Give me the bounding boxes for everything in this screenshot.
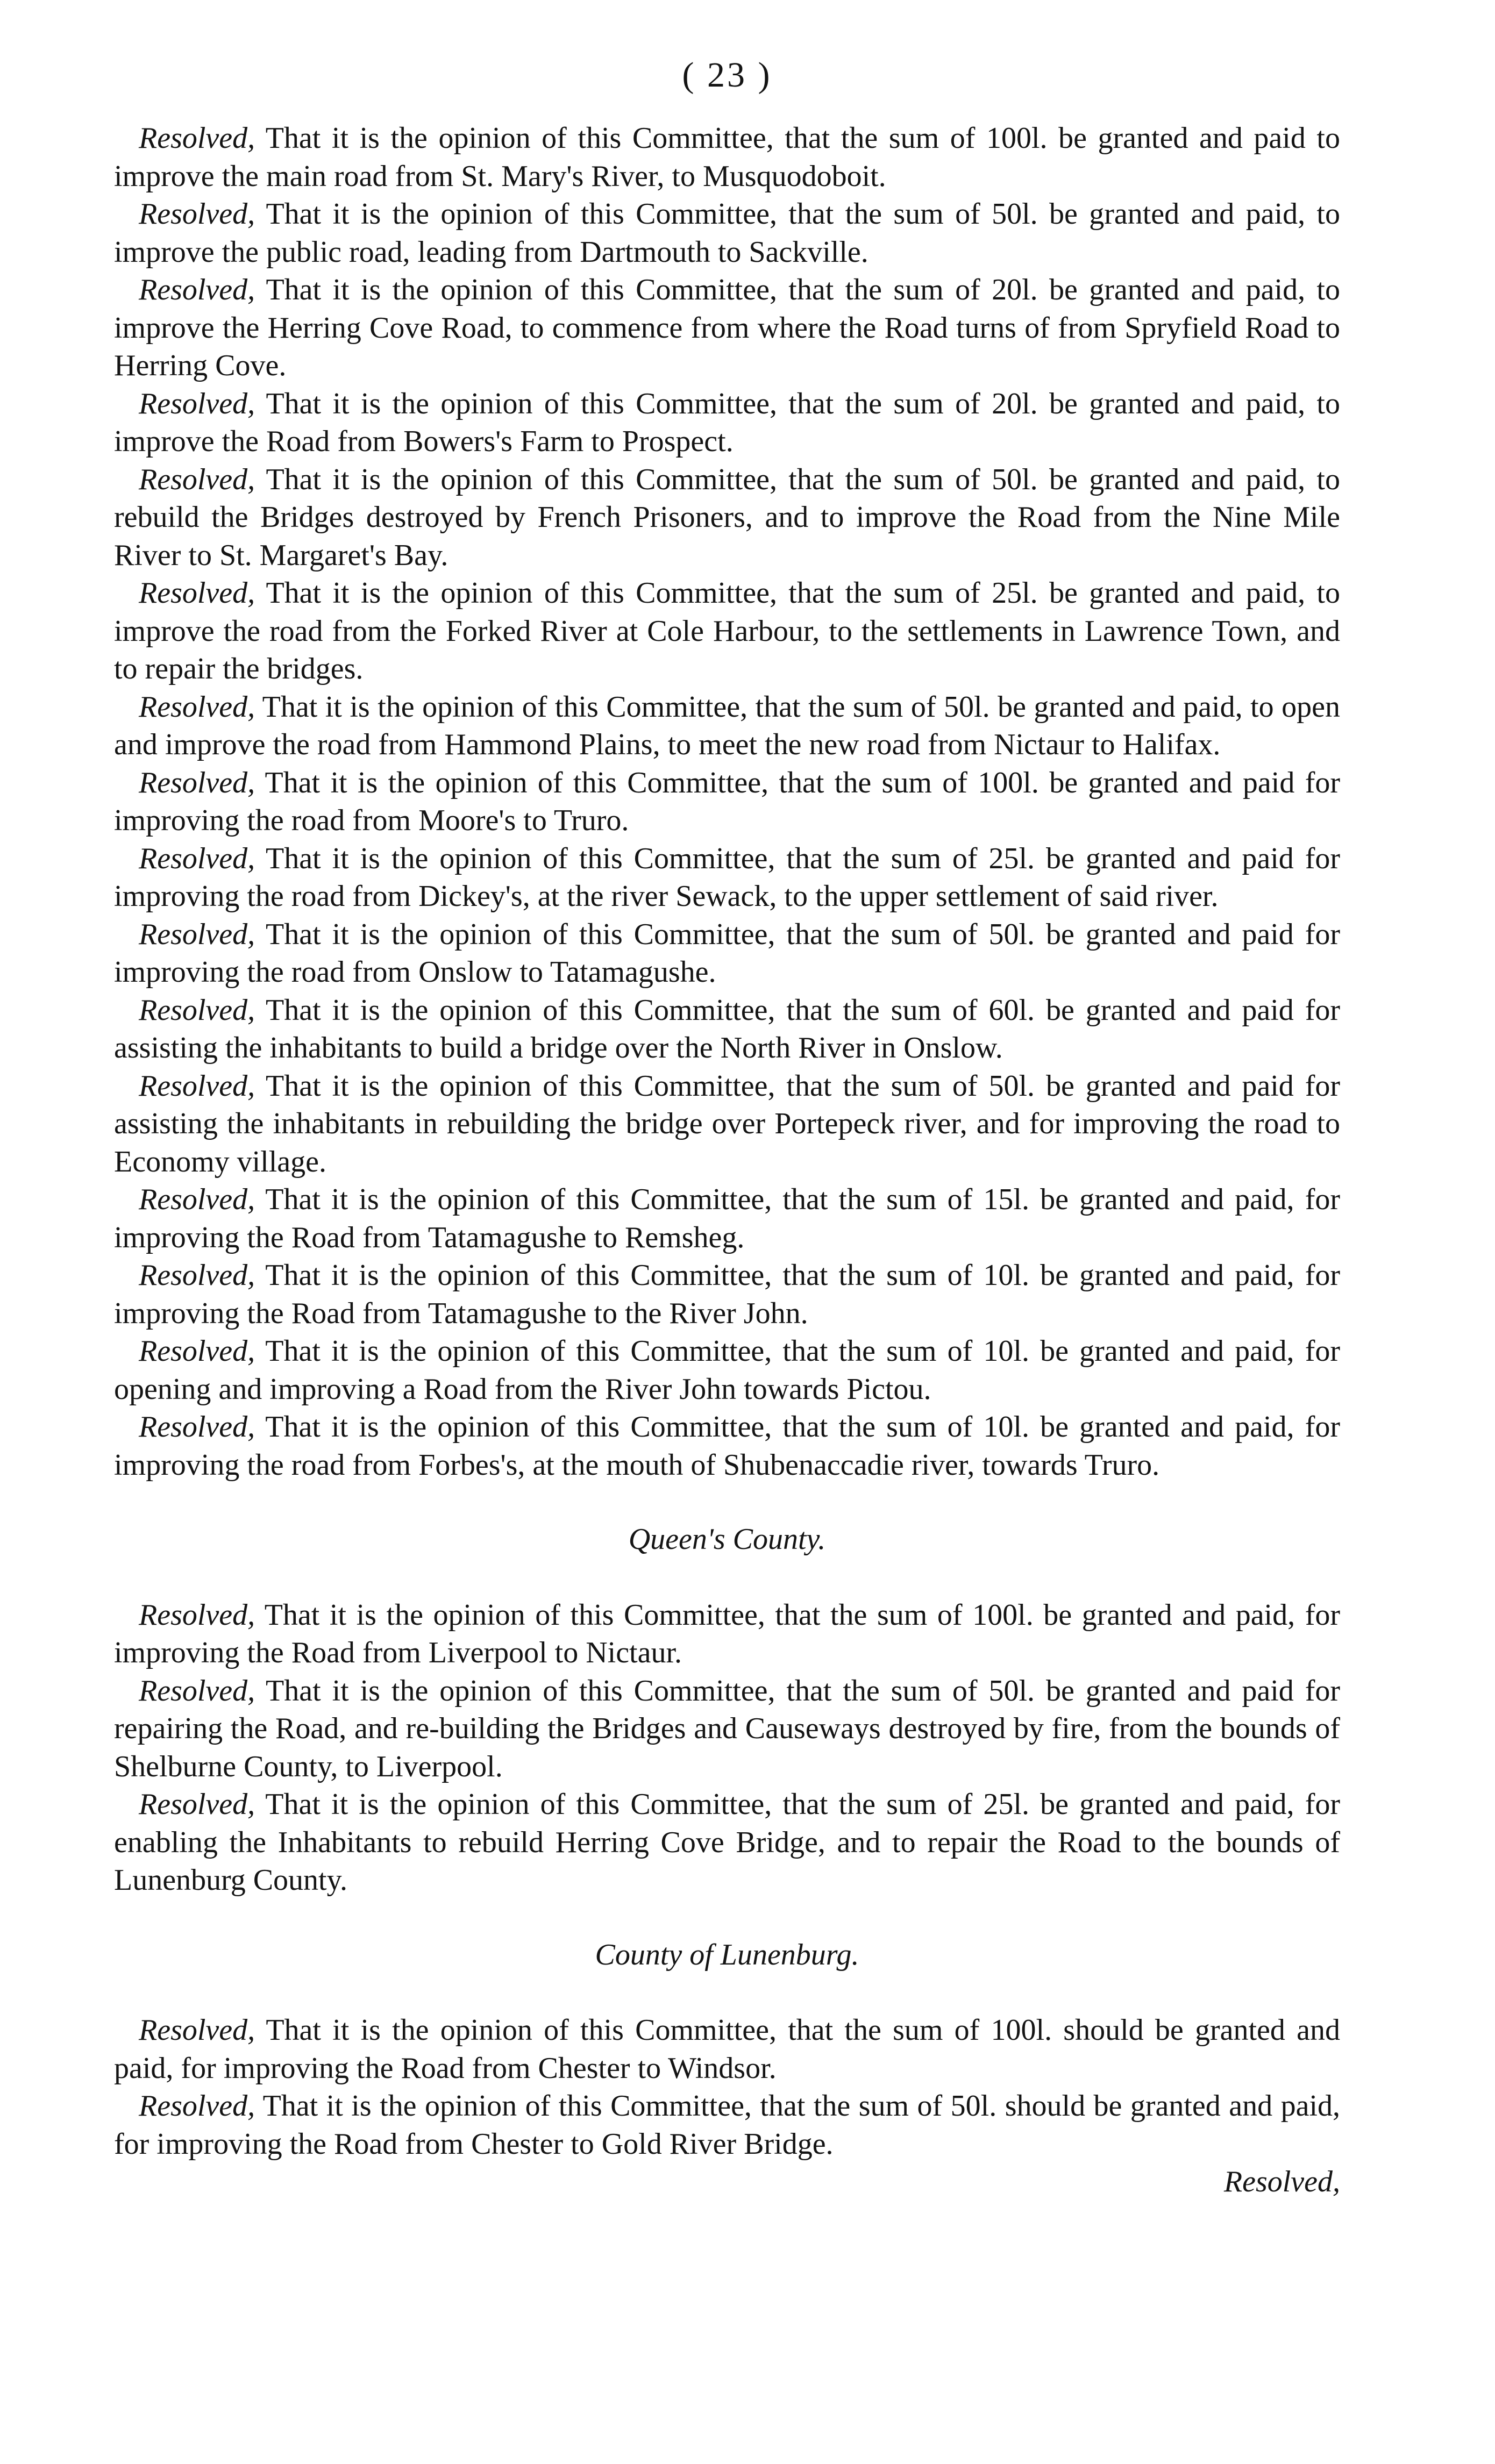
resolution-paragraph — [114, 764, 1340, 840]
resolution-text: That it is the opinion of this Committee, that the sum of 25l. be granted and paid for improving the road from Dickey's, at the river Sewack, to the upper settlement of said river. — [114, 841, 1340, 913]
resolution-text: That it is the opinion of this Committee, that the sum of 50l. be granted and paid for assisting the inhabitants in rebuilding the bridge over Portepeck river, and for improving the road to Economy village. — [114, 1069, 1340, 1179]
resolution-text: That it is the opinion of this Committee, that the sum of 50l. be granted and paid for improving the road from Onslow to Tatamagushe. — [114, 917, 1340, 989]
resolution-paragraph — [114, 119, 1340, 195]
resolution-lead: Resolved, — [139, 576, 255, 610]
resolution-lead: Resolved, — [139, 1183, 255, 1216]
resolution-lead: Resolved, — [139, 2089, 255, 2123]
resolution-text: That it is the opinion of this Committee, that the sum of 50l. should be granted and paid, for improving the Road from Chester to Gold River Bridge. — [114, 2089, 1340, 2161]
resolution-lead: Resolved, — [139, 387, 255, 420]
resolution-text: That it is the opinion of this Committee, that the sum of 50l. be granted and paid, to improve the public road, leading from Dartmouth to Sackville. — [114, 197, 1340, 269]
resolution-paragraph — [114, 1332, 1340, 1408]
resolution-paragraph — [114, 1672, 1340, 1786]
section-general-roads — [114, 119, 1340, 1484]
resolution-text: That it is the opinion of this Committee, that the sum of 100l. be granted and paid, for improving the Road from Liverpool to Nictaur. — [114, 1598, 1340, 1669]
resolution-lead: Resolved, — [139, 1259, 255, 1292]
document-body — [114, 119, 1340, 2201]
resolution-paragraph — [114, 385, 1340, 461]
resolution-text: That it is the opinion of this Committee, that the sum of 10l. be granted and paid, for opening and improving a Road from the River John towards Pictou. — [114, 1334, 1340, 1406]
resolution-text: That it is the opinion of this Committee, that the sum of 50l. be granted and paid, to open and improve the road from Hammond Plains, to meet the new road from Nictaur to Halifax. — [114, 690, 1341, 761]
resolution-lead: Resolved, — [139, 1598, 255, 1632]
resolution-lead: Resolved, — [139, 122, 255, 155]
section-queens-county — [114, 1520, 1340, 1899]
resolution-paragraph — [114, 1181, 1340, 1256]
resolution-paragraph — [114, 195, 1340, 271]
section-county-of-lunenburg — [114, 1936, 1340, 2163]
resolution-text: That it is the opinion of this Committee, that the sum of 10l. be granted and paid, for improving the Road from Tatamagushe to the River John. — [114, 1259, 1340, 1330]
resolution-text: That it is the opinion of this Committee, that the sum of 10l. be granted and paid, for improving the road from Forbes's, at the mouth of Shubenaccadie river, towards Truro. — [114, 1410, 1340, 1482]
resolution-paragraph — [114, 574, 1340, 688]
resolution-lead: Resolved, — [139, 1788, 255, 1821]
resolution-text: That it is the opinion of this Committee, that the sum of 20l. be granted and paid, to improve the Herring Cove Road, to commence from where the Road turns of from Spryfield Road to Herring Cove. — [114, 273, 1340, 382]
resolution-lead: Resolved, — [139, 993, 255, 1027]
resolution-lead: Resolved, — [139, 1334, 255, 1368]
section-heading: County of Lunenburg. — [595, 1938, 859, 1972]
resolution-text: That it is the opinion of this Committee, that the sum of 15l. be granted and paid, for improving the Road from Tatamagushe to Remsheg. — [114, 1183, 1340, 1254]
resolution-lead: Resolved, — [139, 841, 255, 875]
resolution-text: That it is the opinion of this Committee, that the sum of 100l. be granted and paid for improving the road from Moore's to Truro. — [114, 766, 1340, 837]
resolution-text: That it is the opinion of this Committee, that the sum of 25l. be granted and paid, to improve the road from the Forked River at Cole Harbour, to the settlements in Lawrence Town, and to repair the bridges. — [114, 576, 1340, 685]
resolution-lead: Resolved, — [139, 2013, 255, 2047]
resolution-lead: Resolved, — [139, 273, 255, 306]
resolution-paragraph — [114, 688, 1340, 764]
resolution-text: That it is the opinion of this Committee, that the sum of 50l. be granted and paid, to rebuild the Bridges destroyed by French Prisoners, and to improve the Road from the Nine Mile River to St. Margaret's Bay. — [114, 462, 1340, 572]
resolution-paragraph — [114, 991, 1340, 1067]
resolution-text: That it is the opinion of this Committee, that the sum of 20l. be granted and paid, to improve the Road from Bowers's Farm to Prospect. — [114, 387, 1340, 458]
resolution-lead: Resolved, — [139, 917, 255, 951]
resolution-lead: Resolved, — [139, 766, 255, 799]
resolution-paragraph — [114, 840, 1340, 916]
resolution-text: That it is the opinion of this Committee, that the sum of 50l. be granted and paid for repairing the Road, and re-building the Bridges and Causeways destroyed by fire, from the bounds of Shelburne County, to Liverpool. — [114, 1674, 1340, 1783]
page-number: ( 23 ) — [682, 55, 772, 95]
resolution-paragraph — [114, 2087, 1340, 2163]
resolution-paragraph — [114, 271, 1340, 385]
resolution-lead: Resolved, — [139, 197, 255, 231]
resolution-lead: Resolved, — [139, 1069, 255, 1103]
resolution-paragraph — [114, 1596, 1340, 1672]
resolution-paragraph — [114, 2011, 1340, 2087]
resolution-paragraph — [114, 916, 1340, 991]
resolution-lead: Resolved, — [139, 1410, 255, 1444]
resolution-lead: Resolved, — [139, 462, 255, 496]
resolution-text: That it is the opinion of this Committee, that the sum of 100l. should be granted and paid, for improving the Road from Chester to Windsor. — [114, 2013, 1340, 2085]
section-heading: Queen's County. — [628, 1523, 826, 1556]
resolution-paragraph — [114, 1256, 1340, 1332]
resolution-text: That it is the opinion of this Committee, that the sum of 100l. be granted and paid to improve the main road from St. Mary's River, to Musquodoboit. — [114, 122, 1340, 193]
resolution-paragraph — [114, 461, 1340, 575]
resolution-paragraph — [114, 1785, 1340, 1899]
resolution-lead: Resolved, — [139, 690, 255, 724]
resolution-lead: Resolved, — [139, 1674, 255, 1708]
resolution-paragraph — [114, 1408, 1340, 1484]
resolution-paragraph — [114, 1067, 1340, 1181]
resolution-text: That it is the opinion of this Committee, that the sum of 60l. be granted and paid for assisting the inhabitants to build a bridge over the North River in Onslow. — [114, 993, 1340, 1065]
resolution-text: That it is the opinion of this Committee, that the sum of 25l. be granted and paid, for enabling the Inhabitants to rebuild Herring Cove Bridge, and to repair the Road to the bounds of Lunenburg County. — [114, 1788, 1340, 1897]
catchword: Resolved, — [1223, 2165, 1340, 2198]
